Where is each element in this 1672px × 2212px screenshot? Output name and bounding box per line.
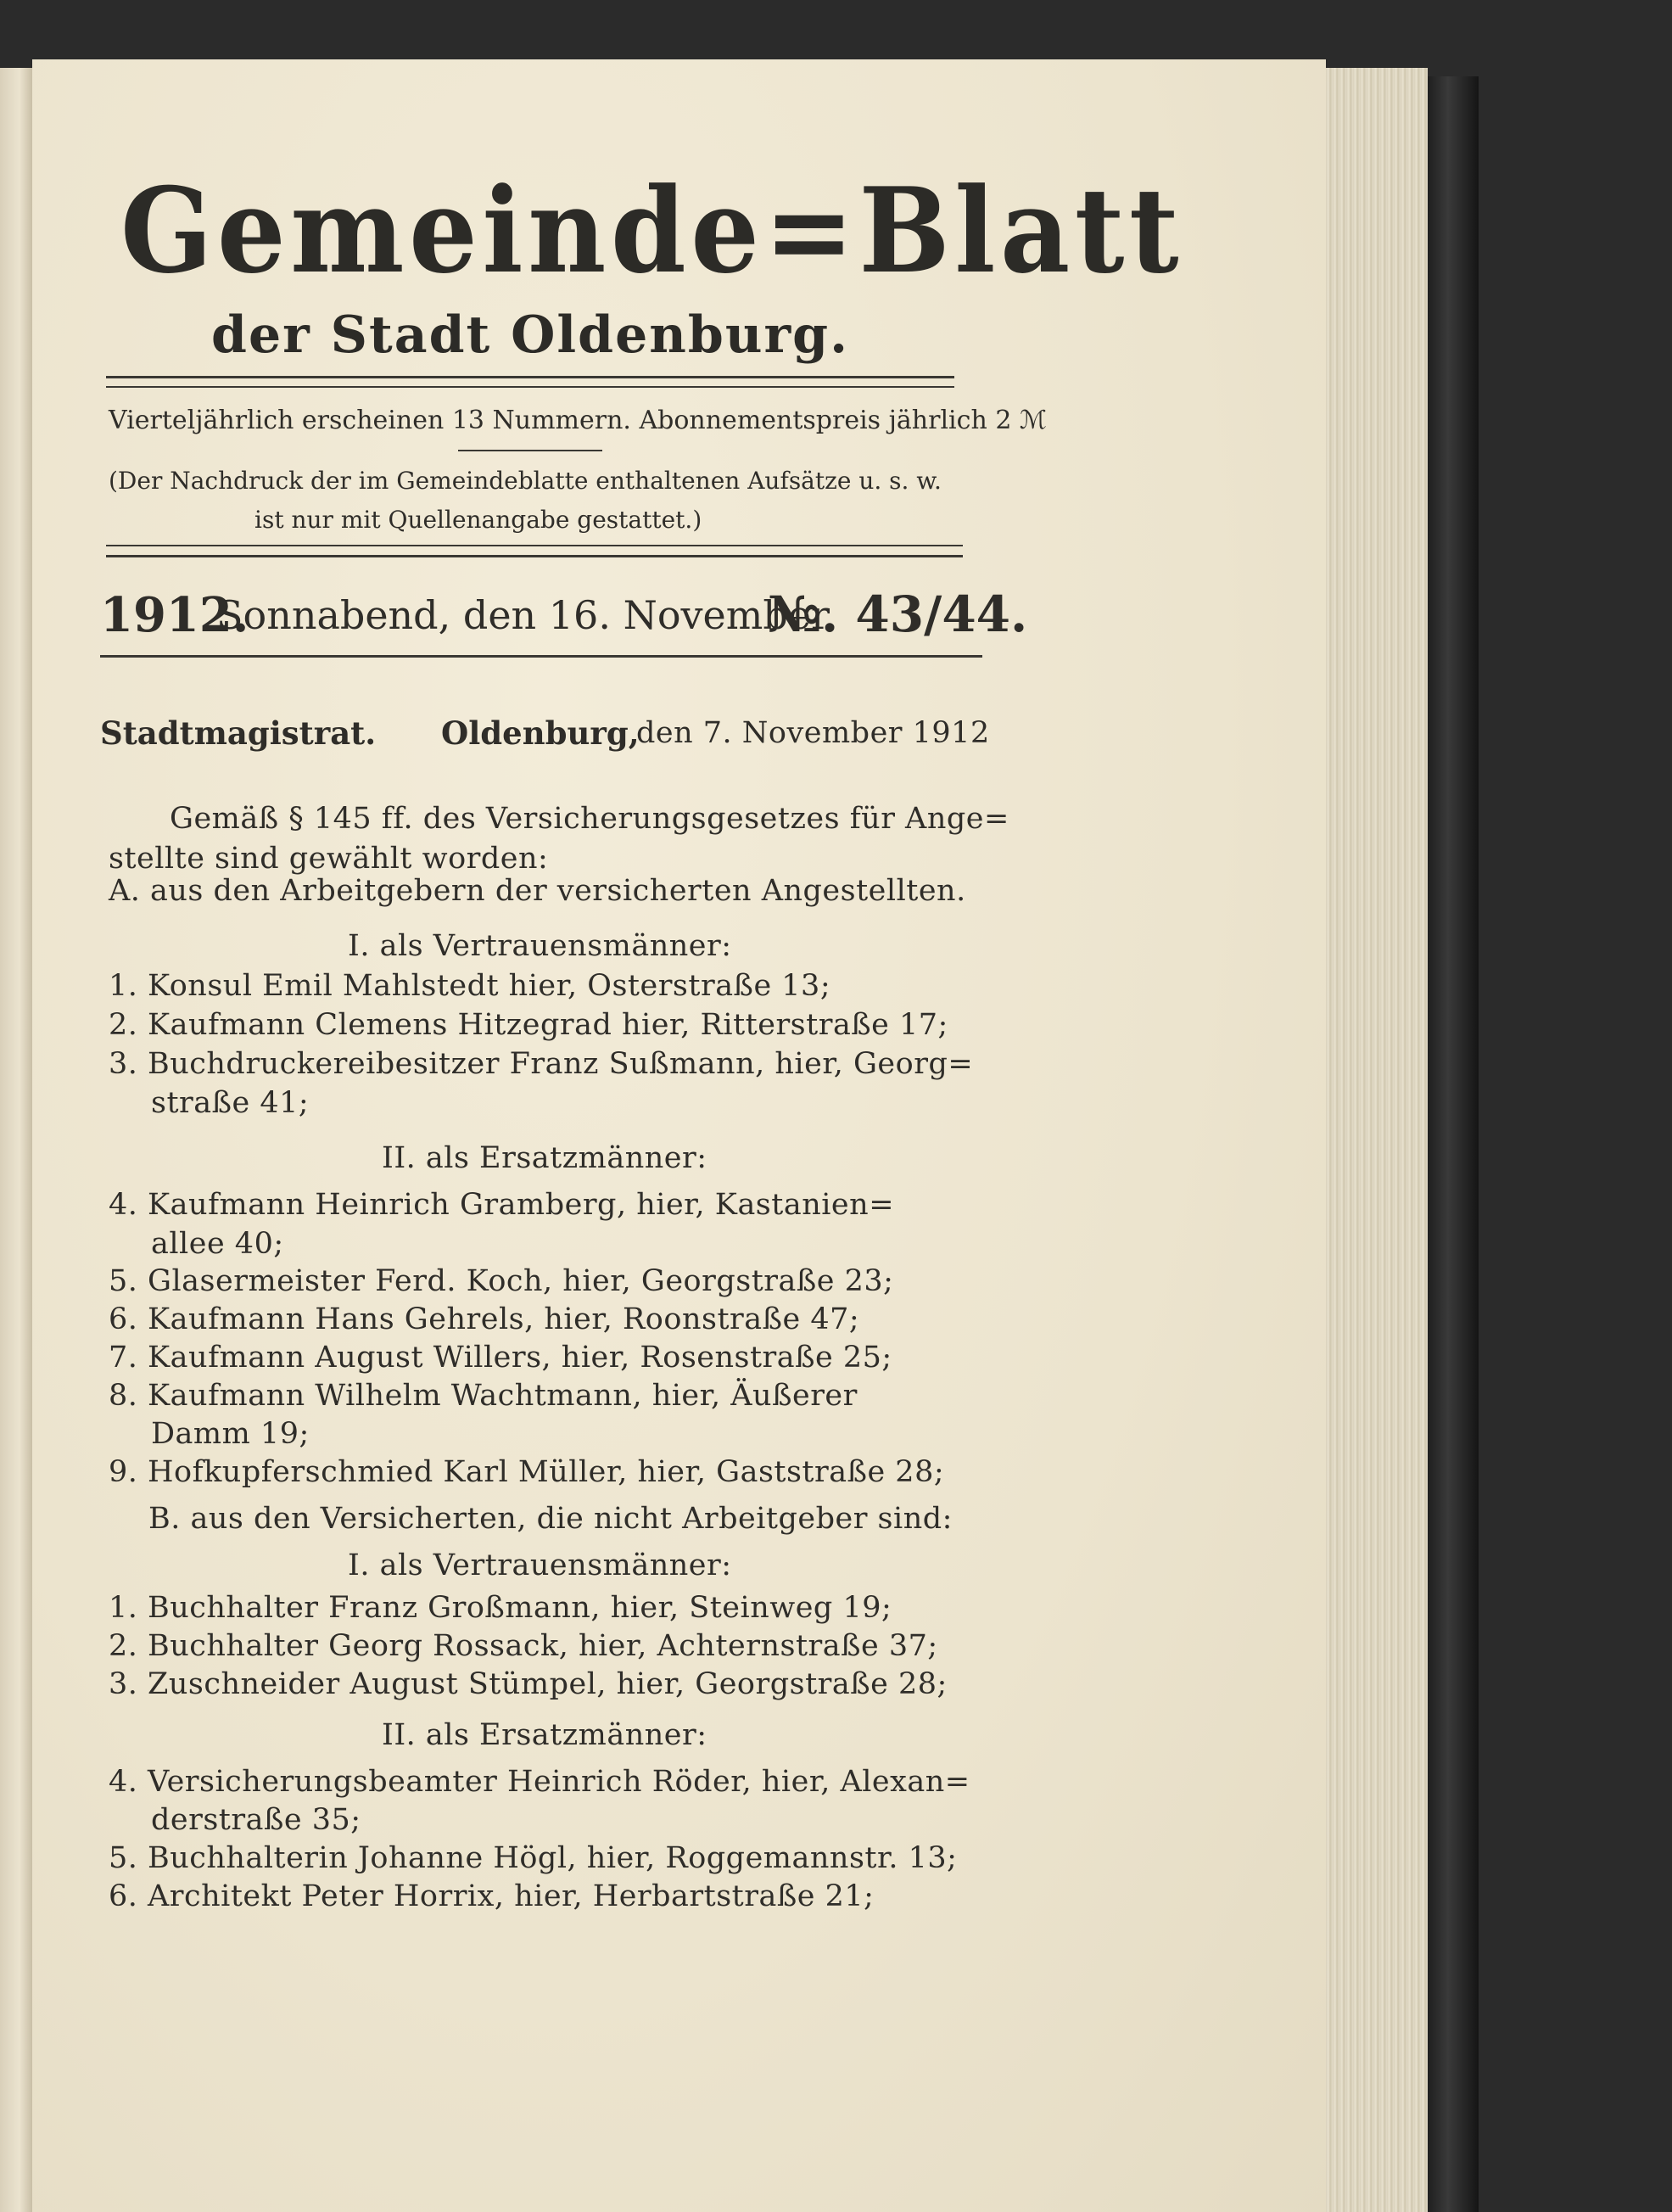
a-subheading-1: I. als Vertrauensmänner: (348, 929, 732, 963)
page-stack-edges (1326, 68, 1428, 2212)
list-item: 4. Versicherungsbeamter Heinrich Röder, hier, Alexan= (109, 1765, 970, 1799)
list-item: allee 40; (151, 1227, 284, 1261)
reprint-note-line-2: ist nur mit Quellenangabe gestattet.) (254, 506, 702, 534)
a-subheading-2: II. als Ersatzmänner: (382, 1141, 707, 1175)
dateline-rule (100, 655, 982, 658)
list-item: 5. Buchhalterin Johanne Högl, hier, Roggemannstr. 13; (109, 1841, 958, 1875)
list-item: 8. Kaufmann Wilhelm Wachtmann, hier, Äußerer (109, 1379, 858, 1413)
list-item: 3. Zuschneider August Stümpel, hier, Georgstraße 28; (109, 1667, 948, 1701)
issue-number: №. 43/44. (768, 585, 1028, 643)
subscription-info: Vierteljährlich erscheinen 13 Nummern. Abonnementspreis jährlich 2 ℳ (109, 406, 1048, 435)
masthead-rule-1 (106, 376, 954, 378)
b-subheading-1: I. als Vertrauensmänner: (348, 1548, 732, 1582)
reprint-note-line-1: (Der Nachdruck der im Gemeindeblatte enthaltenen Aufsätze u. s. w. (109, 467, 942, 495)
masthead-subtitle: der Stadt Oldenburg. (211, 305, 849, 365)
place-name: Oldenburg, (441, 714, 640, 752)
intro-line-1: Gemäß § 145 ff. des Versicherungsgesetzes für Ange= (170, 802, 1009, 836)
previous-page-edge (0, 68, 32, 2212)
list-item: derstraße 35; (151, 1803, 361, 1837)
issue-date: Sonnabend, den 16. November. (216, 592, 838, 638)
list-item: straße 41; (151, 1086, 310, 1120)
list-item: 6. Architekt Peter Horrix, hier, Herbartstraße 21; (109, 1879, 875, 1913)
list-item: 6. Kaufmann Hans Gehrels, hier, Roonstraße 47; (109, 1302, 860, 1336)
article-date: den 7. November 1912 (636, 716, 990, 750)
list-item: 2. Buchhalter Georg Rossack, hier, Achternstraße 37; (109, 1629, 938, 1663)
info-rule-2 (106, 555, 963, 557)
masthead-title: Gemeinde=Blatt (120, 161, 1184, 300)
list-item: 1. Konsul Emil Mahlstedt hier, Osterstraße 13; (109, 969, 831, 1003)
list-item: Damm 19; (151, 1417, 310, 1451)
section-b-heading: B. aus den Versicherten, die nicht Arbeitgeber sind: (148, 1502, 953, 1536)
list-item: 1. Buchhalter Franz Großmann, hier, Steinweg 19; (109, 1591, 892, 1625)
list-item: 7. Kaufmann August Willers, hier, Rosenstraße 25; (109, 1341, 892, 1375)
info-rule-1 (106, 545, 963, 546)
book-cover-spine (1428, 76, 1479, 2212)
list-item: 2. Kaufmann Clemens Hitzegrad hier, Ritterstraße 17; (109, 1008, 948, 1042)
list-item: 4. Kaufmann Heinrich Gramberg, hier, Kastanien= (109, 1188, 895, 1222)
list-item: 3. Buchdruckereibesitzer Franz Sußmann, hier, Georg= (109, 1047, 974, 1081)
list-item: 9. Hofkupferschmied Karl Müller, hier, Gaststraße 28; (109, 1455, 945, 1489)
section-a-heading: A. aus den Arbeitgebern der versicherten Angestellten. (109, 874, 966, 908)
b-subheading-2: II. als Ersatzmänner: (382, 1718, 707, 1752)
intro-line-2: stellte sind gewählt worden: (109, 842, 549, 876)
issue-year: 1912. (100, 587, 249, 643)
office-name: Stadtmagistrat. (100, 714, 377, 752)
masthead-rule-2 (106, 386, 954, 388)
list-item: 5. Glasermeister Ferd. Koch, hier, Georgstraße 23; (109, 1264, 894, 1298)
short-rule (458, 450, 602, 451)
